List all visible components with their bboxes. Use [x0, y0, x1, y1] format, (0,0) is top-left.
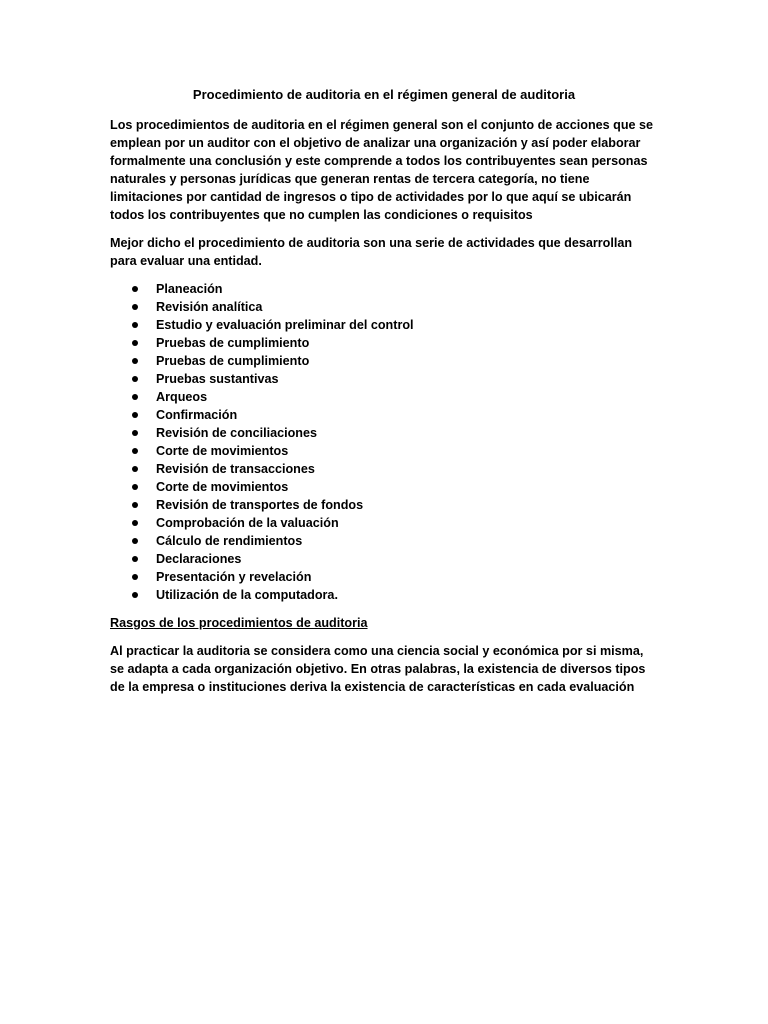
list-item-text: Revisión de conciliaciones [156, 426, 317, 440]
bullet-icon [132, 556, 138, 562]
bullet-icon [132, 286, 138, 292]
list-item [110, 532, 658, 550]
bullet-icon [132, 520, 138, 526]
list-item-text: Pruebas de cumplimiento [156, 354, 310, 368]
list-item-text: Declaraciones [156, 552, 242, 566]
definition-paragraph: Mejor dicho el procedimiento de auditoria son una serie de actividades que desarrollan para evaluar una entidad. [110, 236, 633, 268]
list-item-text: Comprobación de la valuación [156, 516, 339, 530]
bullet-icon [132, 412, 138, 418]
list-item [110, 370, 658, 388]
list-item [110, 406, 658, 424]
bullet-icon [132, 574, 138, 580]
list-item [110, 478, 658, 496]
list-item [110, 550, 658, 568]
list-item [110, 352, 658, 370]
list-item-text: Presentación y revelación [156, 570, 312, 584]
list-item [110, 568, 658, 586]
list-item-text: Revisión de transacciones [156, 462, 315, 476]
bullet-icon [132, 322, 138, 328]
section-heading: Rasgos de los procedimientos de auditoria [110, 616, 368, 630]
list-item [110, 388, 658, 406]
list-item-text: Confirmación [156, 408, 238, 422]
list-item-text: Planeación [156, 282, 223, 296]
list-item-text: Corte de movimientos [156, 444, 289, 458]
bullet-icon [132, 340, 138, 346]
list-item-text: Arqueos [156, 390, 208, 404]
list-item [110, 424, 658, 442]
bullet-icon [132, 430, 138, 436]
list-item-text: Revisión de transportes de fondos [156, 498, 364, 512]
list-item-text: Utilización de la computadora. [156, 588, 338, 602]
bullet-icon [132, 304, 138, 310]
procedures-list [110, 280, 658, 604]
bullet-icon [132, 502, 138, 508]
bullet-icon [132, 358, 138, 364]
list-item [110, 586, 658, 604]
list-item [110, 514, 658, 532]
list-item-text: Estudio y evaluación preliminar del control [156, 318, 414, 332]
bullet-icon [132, 466, 138, 472]
list-item-text: Corte de movimientos [156, 480, 289, 494]
list-item-text: Pruebas de cumplimiento [156, 336, 310, 350]
bullet-icon [132, 394, 138, 400]
list-item [110, 334, 658, 352]
document-title: Procedimiento de auditoria en el régimen general de auditoria [192, 87, 576, 102]
list-item [110, 496, 658, 514]
list-item-text: Pruebas sustantivas [156, 372, 279, 386]
bullet-icon [132, 592, 138, 598]
bullet-icon [132, 484, 138, 490]
list-item [110, 316, 658, 334]
list-item [110, 442, 658, 460]
list-item-text: Cálculo de rendimientos [156, 534, 303, 548]
bullet-icon [132, 538, 138, 544]
list-item [110, 280, 658, 298]
list-item [110, 298, 658, 316]
list-item [110, 460, 658, 478]
bullet-icon [132, 376, 138, 382]
traits-paragraph: Al practicar la auditoria se considera como una ciencia social y económica por si misma, se adapta a cada organización objetivo. En otras palabras, la existencia de diversos tipos de la empresa o instituciones deriva la existencia de características en cada evaluación [110, 644, 646, 694]
list-item-text: Revisión analítica [156, 300, 263, 314]
bullet-icon [132, 448, 138, 454]
intro-paragraph: Los procedimientos de auditoria en el régimen general son el conjunto de acciones que se emplean por un auditor con el objetivo de analizar una organización y así poder elaborar formalmente una conclusión y este comprende a todos los contribuyentes sean personas naturales y personas jurídicas que generan rentas de tercera categoría, no tiene limitaciones por cantidad de ingresos o tipo de actividades por lo que aquí se ubicarán todos los contribuyentes que no cumplen las condiciones o requisitos [110, 118, 654, 222]
